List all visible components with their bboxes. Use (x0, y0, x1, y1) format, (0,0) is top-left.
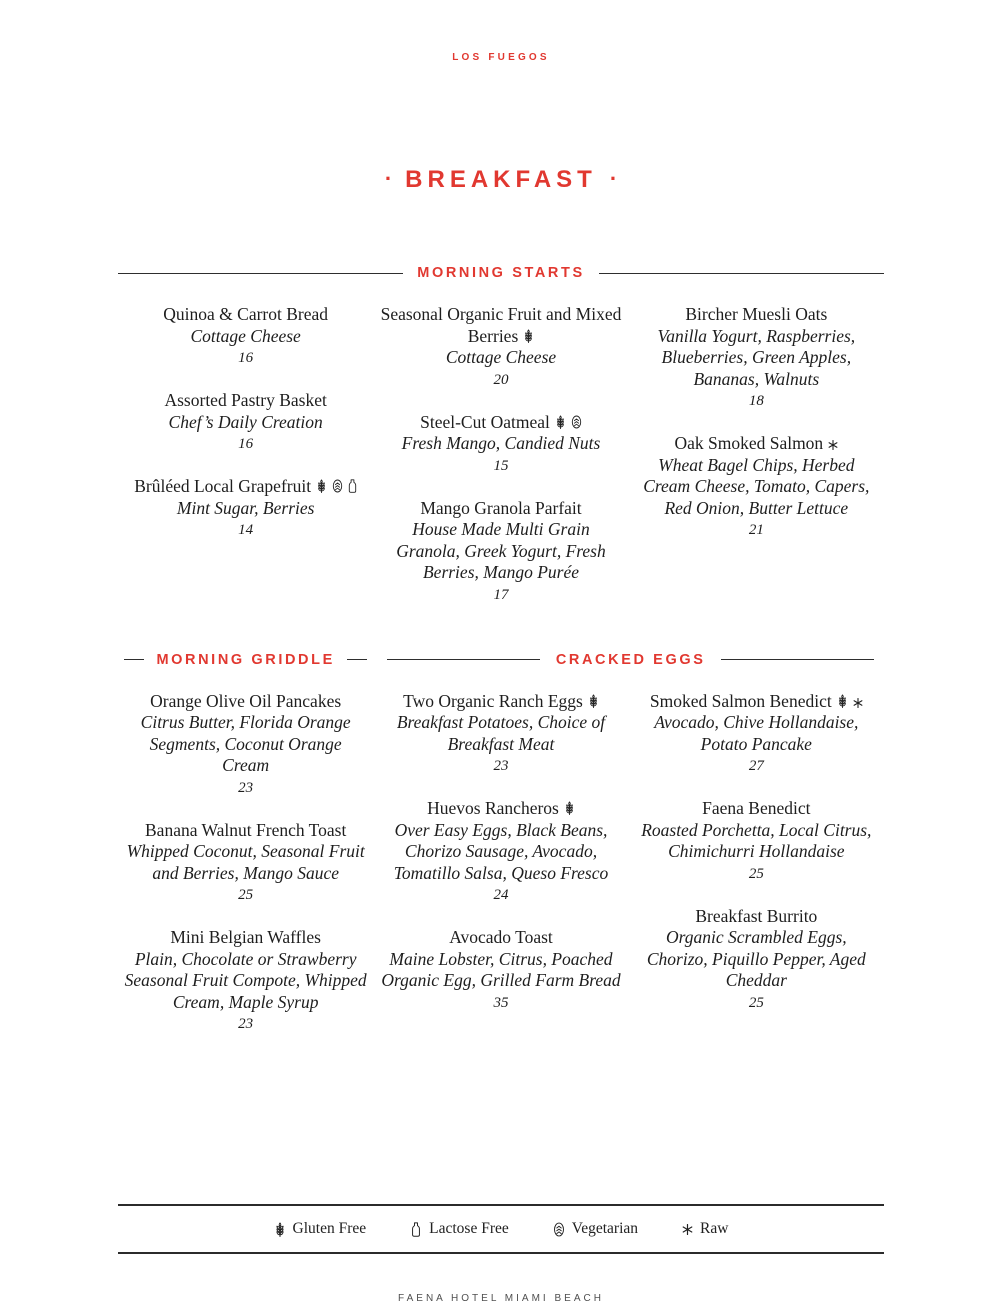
menu-item-name (124, 820, 367, 842)
menu-item (124, 820, 367, 907)
menu-item-price: 20 (493, 371, 509, 388)
legend-item-vegetarian (553, 1220, 638, 1238)
menu-item-name (124, 476, 367, 498)
menu-item (124, 304, 367, 369)
menu-item-name (124, 304, 367, 326)
item-name-text: Avocado Toast (449, 927, 553, 947)
menu-item (635, 433, 878, 541)
item-name-text: Faena Benedict (702, 798, 811, 818)
dietary-icons (832, 691, 863, 711)
legend-item-lactose-free (410, 1220, 509, 1238)
menu-item-price: 17 (493, 586, 509, 603)
menu-item (379, 304, 622, 391)
dietary-legend (118, 1204, 884, 1254)
raw-icon (682, 1224, 693, 1235)
menu-item-price: 14 (238, 522, 254, 538)
vegetarian-icon (571, 415, 582, 429)
menu-item-description: Mint Sugar, Berries (176, 497, 315, 518)
item-name-text: Quinoa & Carrot Bread (163, 304, 329, 324)
menu-item-name (379, 927, 622, 949)
menu-item-price: 24 (493, 887, 509, 903)
section-cracked-eggs-header (373, 651, 884, 669)
menu-item-name (635, 304, 878, 326)
menu-item (379, 927, 622, 1014)
menu-item-price: 25 (238, 887, 254, 903)
gluten-free-icon (274, 1222, 286, 1237)
dietary-icons (518, 326, 534, 346)
legend-label: Vegetarian (571, 1220, 639, 1237)
section-title-morning-griddle: MORNING GRIDDLE (156, 651, 335, 668)
menu-item-name (635, 691, 878, 713)
menu-item-description: Breakfast Potatoes, Choice of Breakfast Meat (396, 712, 606, 754)
divider-line (599, 273, 884, 274)
item-name-text: Huevos Rancheros (427, 798, 559, 818)
item-name-text: Brûléed Local Grapefruit (134, 476, 312, 496)
legend-item-raw (682, 1220, 728, 1238)
raw-icon (853, 698, 863, 708)
vegetarian-icon (553, 1222, 565, 1237)
divider-line (387, 659, 540, 660)
item-name-text: Oak Smoked Salmon (674, 433, 824, 453)
menu-item-description: Whipped Coconut, Seasonal Fruit and Berries, Mango Sauce (126, 841, 365, 883)
gluten-free-icon (523, 329, 534, 343)
divider-line (721, 659, 874, 660)
legend-icon (682, 1224, 693, 1235)
menu-item-name (124, 927, 367, 949)
raw-icon (828, 440, 838, 450)
menu-item-price: 23 (238, 1016, 254, 1032)
menu-item (379, 798, 622, 906)
title-dot: · (609, 166, 618, 191)
menu-column (629, 691, 884, 1035)
menu-item-description: Citrus Butter, Florida Orange Segments, Coconut Orange Cream (140, 712, 351, 775)
menu-item-price: 27 (748, 758, 764, 774)
griddle-and-eggs-items (118, 691, 884, 1057)
menu-item-description: Fresh Mango, Candied Nuts (401, 433, 601, 453)
legend-icon (410, 1222, 422, 1237)
menu-item (635, 798, 878, 885)
item-name-text: Smoked Salmon Benedict (649, 690, 832, 711)
menu-column (373, 304, 628, 627)
legend-icon (553, 1222, 565, 1237)
morning-starts-items (118, 304, 884, 627)
menu-item-price: 35 (493, 994, 509, 1011)
menu-item (379, 498, 622, 606)
menu-item-description: Chef’s Daily Creation (168, 411, 323, 432)
menu-item-name (379, 798, 622, 820)
menu-item-name (635, 906, 878, 928)
menu-item-description: Plain, Chocolate or Strawberry Seasonal Fruit Compote, Whipped Cream, Maple Syrup (124, 948, 367, 1012)
menu-item (124, 691, 367, 799)
item-name-text: Steel-Cut Oatmeal (420, 411, 550, 432)
lactose-free-icon (348, 479, 357, 493)
menu-column (629, 304, 884, 562)
menu-item-price: 18 (748, 393, 764, 409)
menu-item-name (379, 691, 622, 713)
menu-item-name (124, 390, 367, 412)
title-text: BREAKFAST (405, 166, 597, 193)
divider-line (124, 659, 144, 660)
menu-item-name (379, 498, 622, 520)
menu-item (124, 390, 367, 455)
menu-item (635, 304, 878, 412)
menu-item (379, 412, 622, 477)
menu-item-description: Organic Scrambled Eggs, Chorizo, Piquillo Pepper, Aged Cheddar (646, 927, 866, 990)
menu-item-price: 16 (238, 436, 254, 452)
menu-item-description: Roasted Porchetta, Local Citrus, Chimichurri Hollandaise (641, 819, 872, 861)
menu-item (124, 927, 367, 1035)
menu-item-price: 25 (748, 994, 764, 1011)
item-name-text: Mini Belgian Waffles (170, 927, 321, 947)
legend-item-gluten-free (274, 1220, 367, 1238)
gluten-free-icon (837, 694, 848, 708)
divider-line (347, 659, 367, 660)
legend-icon (274, 1222, 286, 1237)
divider-line (118, 273, 403, 274)
menu-item-description: House Made Multi Grain Granola, Greek Yogurt, Fresh Berries, Mango Purée (396, 519, 606, 582)
menu-item-description: Over Easy Eggs, Black Beans, Chorizo Sausage, Avocado, Tomatillo Salsa, Queso Fresco (393, 819, 609, 883)
menu-column (118, 691, 373, 1057)
section-title-morning-starts: MORNING STARTS (417, 265, 585, 281)
dietary-icons (559, 798, 575, 818)
item-name-text: Seasonal Organic Fruit and Mixed Berries (380, 304, 622, 346)
menu-item-price: 25 (748, 865, 764, 882)
lactose-free-icon (410, 1222, 422, 1237)
gluten-free-icon (555, 415, 566, 429)
vegetarian-icon (332, 479, 343, 493)
item-name-text: Assorted Pastry Basket (164, 390, 327, 410)
title-dot: · (384, 166, 393, 191)
menu-column (118, 304, 373, 562)
legend-label: Gluten Free (292, 1220, 367, 1237)
menu-item-name (635, 433, 878, 455)
dietary-icons (311, 476, 357, 496)
menu-item-price: 21 (748, 522, 764, 538)
menu-item-price: 23 (493, 758, 509, 774)
menu-item (635, 691, 878, 778)
menu-item (635, 906, 878, 1014)
page-title (118, 165, 884, 194)
item-name-text: Orange Olive Oil Pancakes (150, 690, 342, 711)
item-name-text: Banana Walnut French Toast (145, 819, 347, 840)
gluten-free-icon (316, 479, 327, 493)
menu-item (124, 476, 367, 541)
menu-item-description: Cottage Cheese (445, 347, 557, 367)
item-name-text: Bircher Muesli Oats (685, 304, 828, 324)
menu-item-description: Wheat Bagel Chips, Herbed Cream Cheese, Tomato, Capers, Red Onion, Butter Lettuce (643, 454, 870, 518)
dietary-icons (550, 412, 582, 432)
menu-item-price: 23 (238, 779, 254, 796)
item-name-text: Two Organic Ranch Eggs (403, 690, 583, 711)
section-morning-griddle-header (118, 651, 373, 669)
menu-item-description: Avocado, Chive Hollandaise, Potato Pancake (654, 712, 859, 754)
menu-item-name (124, 691, 367, 713)
menu-item-price: 15 (493, 457, 509, 474)
hotel-name: FAENA HOTEL MIAMI BEACH (398, 1293, 604, 1304)
menu-item-description: Cottage Cheese (190, 325, 301, 346)
section-headers-row (118, 651, 884, 669)
legend-label: Lactose Free (429, 1220, 509, 1237)
menu-item-name (379, 412, 622, 434)
menu-item-name (635, 798, 878, 820)
dietary-icons (583, 691, 599, 711)
item-name-text: Breakfast Burrito (695, 905, 818, 926)
menu-item (379, 691, 622, 778)
menu-item-name (379, 304, 622, 347)
item-name-text: Mango Granola Parfait (420, 497, 582, 518)
dietary-icons (823, 433, 838, 453)
menu-column (373, 691, 628, 1035)
legend-label: Raw (700, 1220, 729, 1237)
section-title-cracked-eggs: CRACKED EGGS (555, 651, 706, 668)
gluten-free-icon (564, 801, 575, 815)
menu-item-description: Maine Lobster, Citrus, Poached Organic Egg, Grilled Farm Bread (381, 948, 621, 990)
menu-item-description: Vanilla Yogurt, Raspberries, Blueberries, Green Apples, Bananas, Walnuts (657, 325, 856, 389)
menu-item-price: 16 (238, 350, 254, 366)
restaurant-name: LOS FUEGOS (452, 52, 550, 63)
gluten-free-icon (588, 694, 599, 708)
section-morning-starts-header (118, 264, 884, 282)
